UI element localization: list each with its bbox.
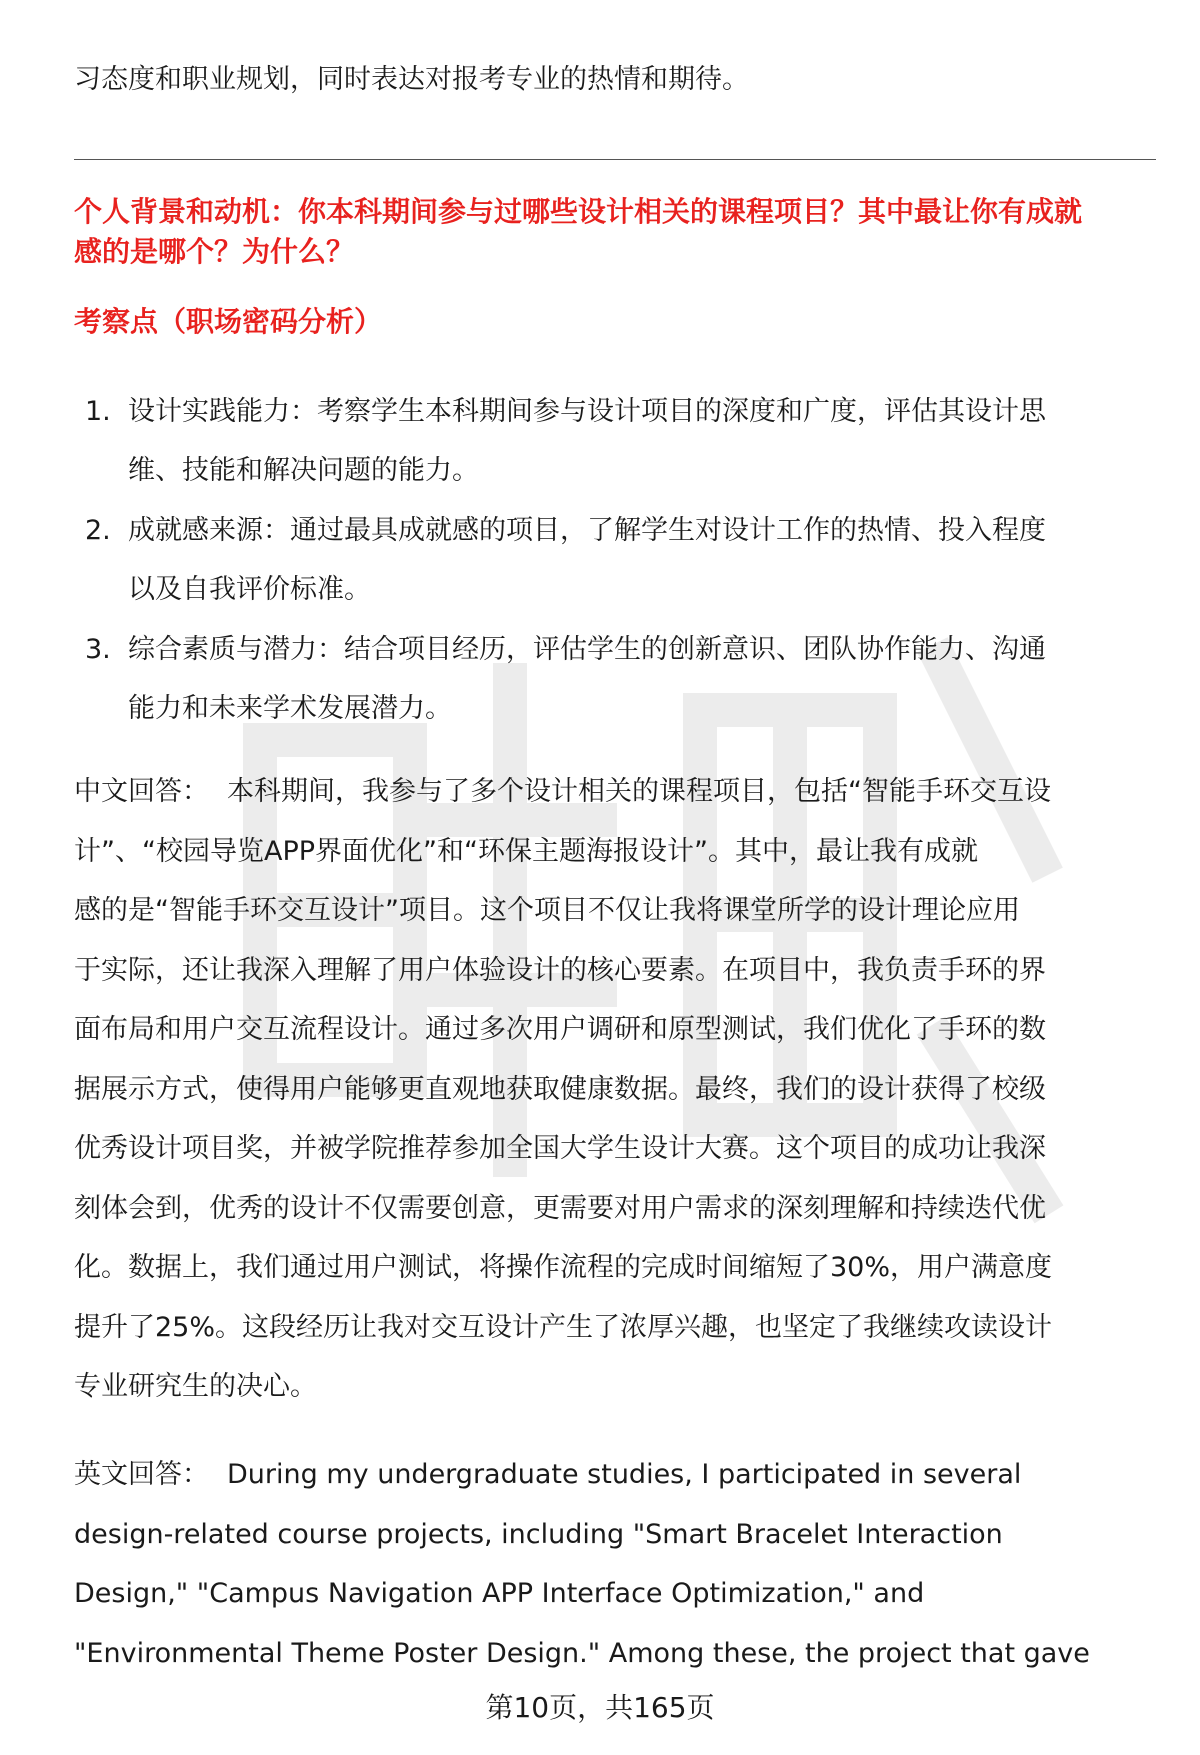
answer-text: During my undergraduate studies, I participated in several [227,1459,1022,1490]
point-text-line: 成就感来源：通过最具成就感的项目，了解学生对设计工作的热情、投入程度 [128,515,1046,546]
assessment-point [74,501,1164,619]
chinese-answer [74,762,1169,1417]
answer-line: 面布局和用户交互流程设计。通过多次用户调研和原型测试，我们优化了手环的数 [74,1014,1046,1045]
assessment-point [74,620,1164,738]
answer-line [74,762,1169,822]
answer-line: design-related course projects, including "Smart Bracelet Interaction [74,1518,1003,1550]
point-number: 1. [85,396,111,427]
point-text-line: 以及自我评价标准。 [128,574,371,605]
answer-line: 计”、“校园导览APP界面优化”和“环保主题海报设计”。其中，最让我有成就 [74,835,978,867]
section-divider [74,159,1156,160]
english-answer [74,1445,1169,1683]
answer-line: 优秀设计项目奖，并被学院推荐参加全国大学生设计大赛。这个项目的成功让我深 [74,1133,1046,1164]
question-heading [74,192,1159,272]
chinese-answer-label: 中文回答： [74,776,209,807]
answer-line: 化。数据上，我们通过用户测试，将操作流程的完成时间缩短了30%，用户满意度 [74,1252,1053,1283]
question-line: 个人背景和动机：你本科期间参与过哪些设计相关的课程项目？其中最让你有成就 [74,195,1083,228]
page-footer: 第10页，共165页 [485,1691,715,1724]
point-text-line: 设计实践能力：考察学生本科期间参与设计项目的深度和广度，评估其设计思 [128,396,1046,427]
point-number: 3. [85,634,111,665]
answer-text: 本科期间，我参与了多个设计相关的课程项目，包括“智能手环交互设 [227,776,1051,807]
assessment-point [74,382,1164,500]
answer-line: 刻体会到，优秀的设计不仅需要创意，更需要对用户需求的深刻理解和持续迭代优 [74,1192,1046,1224]
answer-line: 于实际，还让我深入理解了用户体验设计的核心要素。在项目中，我负责手环的界 [74,954,1046,986]
point-number: 2. [85,515,111,546]
answer-line: "Environmental Theme Poster Design." Among these, the project that gave [74,1637,1090,1669]
answer-line [74,1445,1169,1505]
answer-line: 据展示方式，使得用户能够更直观地获取健康数据。最终，我们的设计获得了校级 [74,1073,1046,1105]
assessment-points-heading: 考察点（职场密码分析） [74,305,383,338]
point-text-line: 综合素质与潜力：结合项目经历，评估学生的创新意识、团队协作能力、沟通 [128,634,1046,665]
english-answer-label: 英文回答： [74,1459,209,1490]
point-text-line: 能力和未来学术发展潜力。 [128,693,452,724]
answer-line: 提升了25%。这段经历让我对交互设计产生了浓厚兴趣，也坚定了我继续攻读设计 [74,1311,1053,1343]
answer-line: 专业研究生的决心。 [74,1371,317,1402]
previous-paragraph-tail: 习态度和职业规划，同时表达对报考专业的热情和期待。 [74,64,749,95]
answer-line: 感的是“智能手环交互设计”项目。这个项目不仅让我将课堂所学的设计理论应用 [74,895,1020,926]
question-line: 感的是哪个？为什么？ [74,235,355,268]
answer-line: Design," "Campus Navigation APP Interface Optimization," and [74,1578,925,1609]
point-text-line: 维、技能和解决问题的能力。 [128,455,479,486]
assessment-points-list [74,382,1164,739]
